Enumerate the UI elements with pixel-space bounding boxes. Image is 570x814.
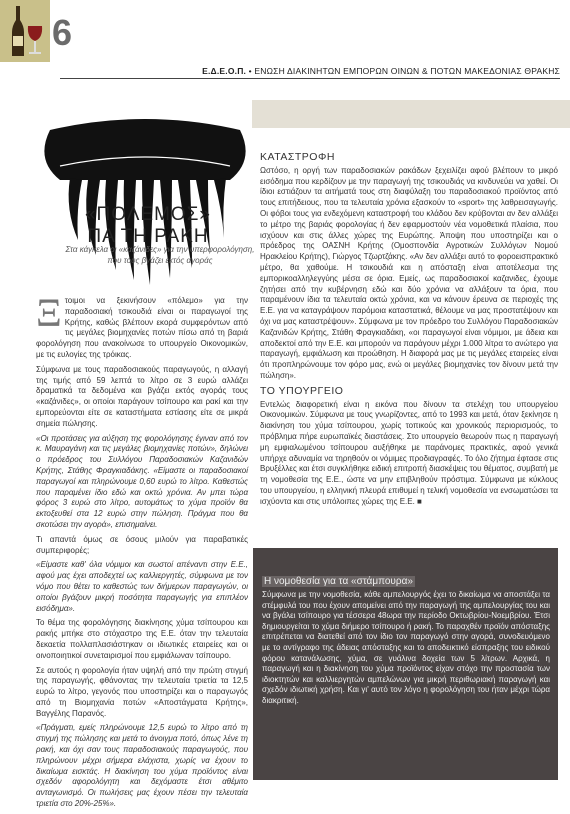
paragraph: Σύμφωνα με τους παραδοσιακούς παραγωγούς, η αλλαγή της τιμής από 59 λεπτά το λίτρο σε 3 ευρώ αλλάζει δραματικά τα δεδομένα και βγάζει εκτός αγοράς τους «καζάνιδες», οι οποίοι παράγουν τσίπουρο και ρακί και την εμπορεύονται είτε σε καταστήματα εστίασης είτε σε μικρά σημεία πώλησης. — [36, 364, 248, 428]
drop-cap: Ξ — [36, 290, 62, 335]
paragraph: «Οι προτάσεις για αύξηση της φορολόγησης έγιναν από τον κ. Μαυραγάνη και τις μεγάλες βιομηχανίες ποτών», δηλώνει ο πρόεδρος του Συλλόγου Παραδοσιακών Καζανιδών Κρήτης, Στάθης Φραγκιαδάκης. «Είμαστε οι παραδοσιακοί παραγωγοί και πληρώνουμε 0,60 ευρώ το λίτρο. Καθεστώς που παραμένει ίδιο εδώ και οκτώ χρόνια. Αν μπει τώρα φόρος 3 ευρώ στο λίτρο, αυτομάτως το χύμα προϊόν θα εκτοξευθεί στα 12 ευρώ στην πώληση. Πράγμα που θα σκοτώσει την αγορά», επισημαίνει. — [36, 433, 248, 529]
paragraph: «Είμαστε καθ' όλα νόμιμοι και σωστοί απέναντι στην Ε.Ε., αφού μας έχει αποδεχτεί ως καλλιεργητές, σύμφωνα με τον νόμο που θέτει το καθεστώς των διήμερων παραγωγών, οι οποίοι βγάζουν μικρή ποσότητα παραγωγής για επιπλέον εισόδημα». — [36, 560, 248, 613]
paragraph: τοιμοι να ξεκινήσουν «πόλεμο» για την παραδοσιακή τσικουδιά είναι οι παραγωγοί της Κρήτης, καθώς βλέπουν εκορά συμφερόντων από τις μεγάλες βιομηχανίες ποτών πίσω από τη βαριά φορολόγηση που ανακοίνωσε το υπουργείο Οικονομικών, με τις ευλογίες της τρόικας. — [36, 296, 248, 359]
wine-glass-icon — [26, 26, 44, 56]
paragraph: Τι απαντά όμως σε όσους μιλούν για παραβατικές συμπεριφορές; — [36, 534, 248, 555]
paragraph: Ωστόσο, η οργή των παραδοσιακών ρακάδων ξεχειλίζει αφού βλέπουν το μικρό εισόδημα που κερδίζουν με την παραγωγή της τσικουδιάς να κινδυνεύει να χαθεί. Οι ίδιοι εστιάζουν τα αιτήματά τους στη διαφύλαξη του παραδοσιακού προϊόντος από τους επιτήδειους, που τα τελευταία χρόνια εξασκούν το «sport» της λαθρεισαγωγής. Οι φόβοι τους για ενδεχόμενη καταστροφή του κλάδου δεν κρύβονται αν δεν αλλάξει το μέτρο της βαριάς φορολογίας ή δεν εφαρμοστούν νέα νομοθετικά πλαίσια, που ισχύουν και στις άλλες χώρες της Ευρώπης. Άποψη που υποστηρίζει και ο πρόεδρος της ΟΑΣΝΗ Κρήτης (Ομοσπονδία Αγροτικών Συλλόγων Νομού Ηρακλείου Κρήτης), Γιώργος Τζωρτζάκης. «Αν δεν αλλάξει αυτό το φοροεισπρακτικό μέτρο, θα χαθούμε. Η τσικουδιά και η απόσταξη είναι αποτέλεσμα της εμπορικοαλληλεγγύης μέσα σε όρια. Εμείς, ως παραδοσιακοί καζανιδες, έχουμε ζητήσει από την κυβέρνηση εδώ και δύο χρόνια να αλλάξουν τα όρια, που παραμένουν ίδια τα τελευταία οκτώ χρόνια, και να κάνουν έρευνα σε περιοχές της Ε.Ε. για να καταγράψουν παρόμοια καταστατικά, θέλουμε να μας προστατέψουν και όχι να μας καταστρέψουν». Σύμφωνα με τον πρόεδρο του Συλλόγου Παραδοσιακών Καζανιδών Κρήτης, Στάθη Φραγκιαδάκη, «οι παραγωγοί είναι νόμιμοι, με άδεια και αποδεκτοί από την Ε.Ε. και μπορούν να παράγουν μέχρι 1.000 λίτρα το ανώτερο για παραγωγή, εμφιάλωση και προώθηση. Η διαφορά μας με τις μεγάλες εταιρείες είναι ότι προπληρώνουμε τον φόρο μας, ενώ οι μεγάλες βιομηχανίες τον δίνουν μετά την πώληση». — [260, 165, 559, 380]
paragraph: Σε αυτούς η φορολογία ήταν υψηλή από την πρώτη στιγμή της παραγωγής, φθάνοντας την τελευταία τριετία τα 12,5 ευρώ το λίτρο, γεγονός που υποστηρίζει και ο παραγωγός από τη Βιομηχανία ποτών «Αποστάγματα Κρήτης», Βαγγέλης Παρανός. — [36, 665, 248, 718]
title-line-1: «ΠΟΛΕΜΟΣ» — [84, 204, 211, 225]
left-column — [36, 290, 248, 814]
box-body: Σύμφωνα με την νομοθεσία, κάθε αμπελουργός έχει το δικαίωμα να αποστάξει τα στέμφυλά του που έχουν απομείνει από την παραγωγή της αμπελουργίας του και να βγάλει τσίπουρο για τέσσερα 48ωρα την περίοδο Οκτωβρίου-Νοεμβρίου. Έτσι δημιουργείται το χύμα διήμερο τσίπουρο ή ρακή. Το παραχθέν προϊόν απόσταξης επιτρέπεται να διατεθεί από τον ίδιο τον παραγωγό στην αγορά, συνοδευόμενο με το αντίγραφο της άδειας απόσταξης και το αποδεικτικό είσπραξης του ειδικού φόρου κατανάλωσης, χύμα, σε γυάλινα δοχεία των 5 λίτρων. Αρχικά, η παραγωγή και η διακίνηση του χύμα προϊόντος είχαν στόχο την προστασία των ιδιοκτητών και καλλιεργητών αμπελώνων για μικρή περιθωριακή παραγωγή και σχεδόν ιδιωτική χρήση. Και γι' αυτό τον λόγο η φορολόγηση του ήταν μέχρι τώρα διακριτική. — [262, 590, 550, 705]
page-number: 6 — [52, 12, 73, 53]
corner-decoration — [0, 0, 50, 62]
paragraph: Εντελώς διαφορετική είναι η εικόνα που δίνουν τα στελέχη του υπουργείου Οικονομικών. Σύμφωνα με τους γνωρίζοντες, από το 1993 και μετά, όταν ξεκίνησε η διακίνηση του χύμα τσίπουρου, χωρίς τοπικούς και χρονικούς περιορισμούς, το πρόβλημα πήρε ευρωπαϊκές διαστάσεις. Στο υπουργείο θεωρούν πως η παραγωγή μη εμφιαλωμένου τσίπουρου αυξήθηκε με παράνομες πρακτικές, αφού γενικά υπήρχε αδυναμία να τηρηθούν οι νόμιμες προδιαγραφές. Το όλο ζήτημα έφτασε στις Βρυξέλλες και έτσι συγκλήθηκε ειδική επιτροπή διασκέψεις του θέματος, συμβατή με τη νομοθεσία της Ε.Ε., ώστε να μην επιβληθούν πρόστιμα. Σύμφωνα με κύκλους του υπουργείου, η ελληνική πλευρά επιθυμεί η τελική νομοθεσία να ενσωματώσει τα ισχύοντα και στις υπόλοιπες χώρες της Ε.Ε. ■ — [260, 399, 558, 506]
section1-body — [260, 166, 558, 382]
org-short: Ε.Δ.Ε.Ο.Π. — [202, 66, 247, 76]
decorative-bar — [252, 100, 570, 128]
section-heading-katastrofi: ΚΑΤΑΣΤΡΟΦΗ — [260, 151, 335, 163]
article-title — [38, 204, 258, 248]
section-heading-ypourgeio: ΤΟ ΥΠΟΥΡΓΕΙΟ — [260, 384, 344, 397]
running-header — [202, 66, 560, 76]
org-long: • ΕΝΩΣΗ ΔΙΑΚΙΝΗΤΩΝ ΕΜΠΟΡΩΝ ΟΙΝΩΝ & ΠΟΤΩΝ ΜΑΚΕΔΟΝΙΑΣ ΘΡΑΚΗΣ — [248, 66, 560, 76]
section2-body — [260, 400, 558, 508]
header-rule — [60, 78, 560, 79]
article-subtitle: Στα κάγκελα οι «καζάνιδες» για την υπερφορολόγηση, που τους βγάζει εκτός αγοράς — [65, 245, 255, 265]
right-column — [260, 152, 558, 512]
wine-bottle-icon — [12, 6, 24, 56]
title-line-2: ΠΑ ΤΗ ΡΑΚΗ — [87, 226, 209, 247]
box-title: Η νομοθεσία για τα «στάμπουρα» — [264, 576, 413, 587]
paragraph: Το θέμα της φορολόγησης διακίνησης χύμα τσίπουρου και ρακής μπήκε στο στόχαστρο της Ε.Ε. όταν την τελευταία δεκαετία πολλαπλασιάστηκαν οι ιδιωτικές εταιρείες και οι οινοποιητικοί συνεταιρισμοί που εμφιάλωναν τσίπουρο. — [36, 618, 248, 660]
paragraph: «Πράγματι, εμείς πληρώνουμε 12,5 ευρώ το λίτρο από τη στιγμή της πώλησης και μετά το άνοιγμα ποτό, όπως λένε τη ρακή, και όχι σαν τους παραδοσιακούς παραγωγούς, που πληρώνουν μέχρι σήμερα ελάχιστα, χωρίς να έχουν το δικαίωμα εισκτάς. Η διακίνηση του χύμα προϊόντος είναι σχεδόν αφορολόγητη και δεχόμαστε έτσι αθέμιτο ανταγωνισμό. Οι πωλήσεις μας έχουν πέσει την τελευταία τριετία στο 20%-25%». — [36, 723, 248, 809]
